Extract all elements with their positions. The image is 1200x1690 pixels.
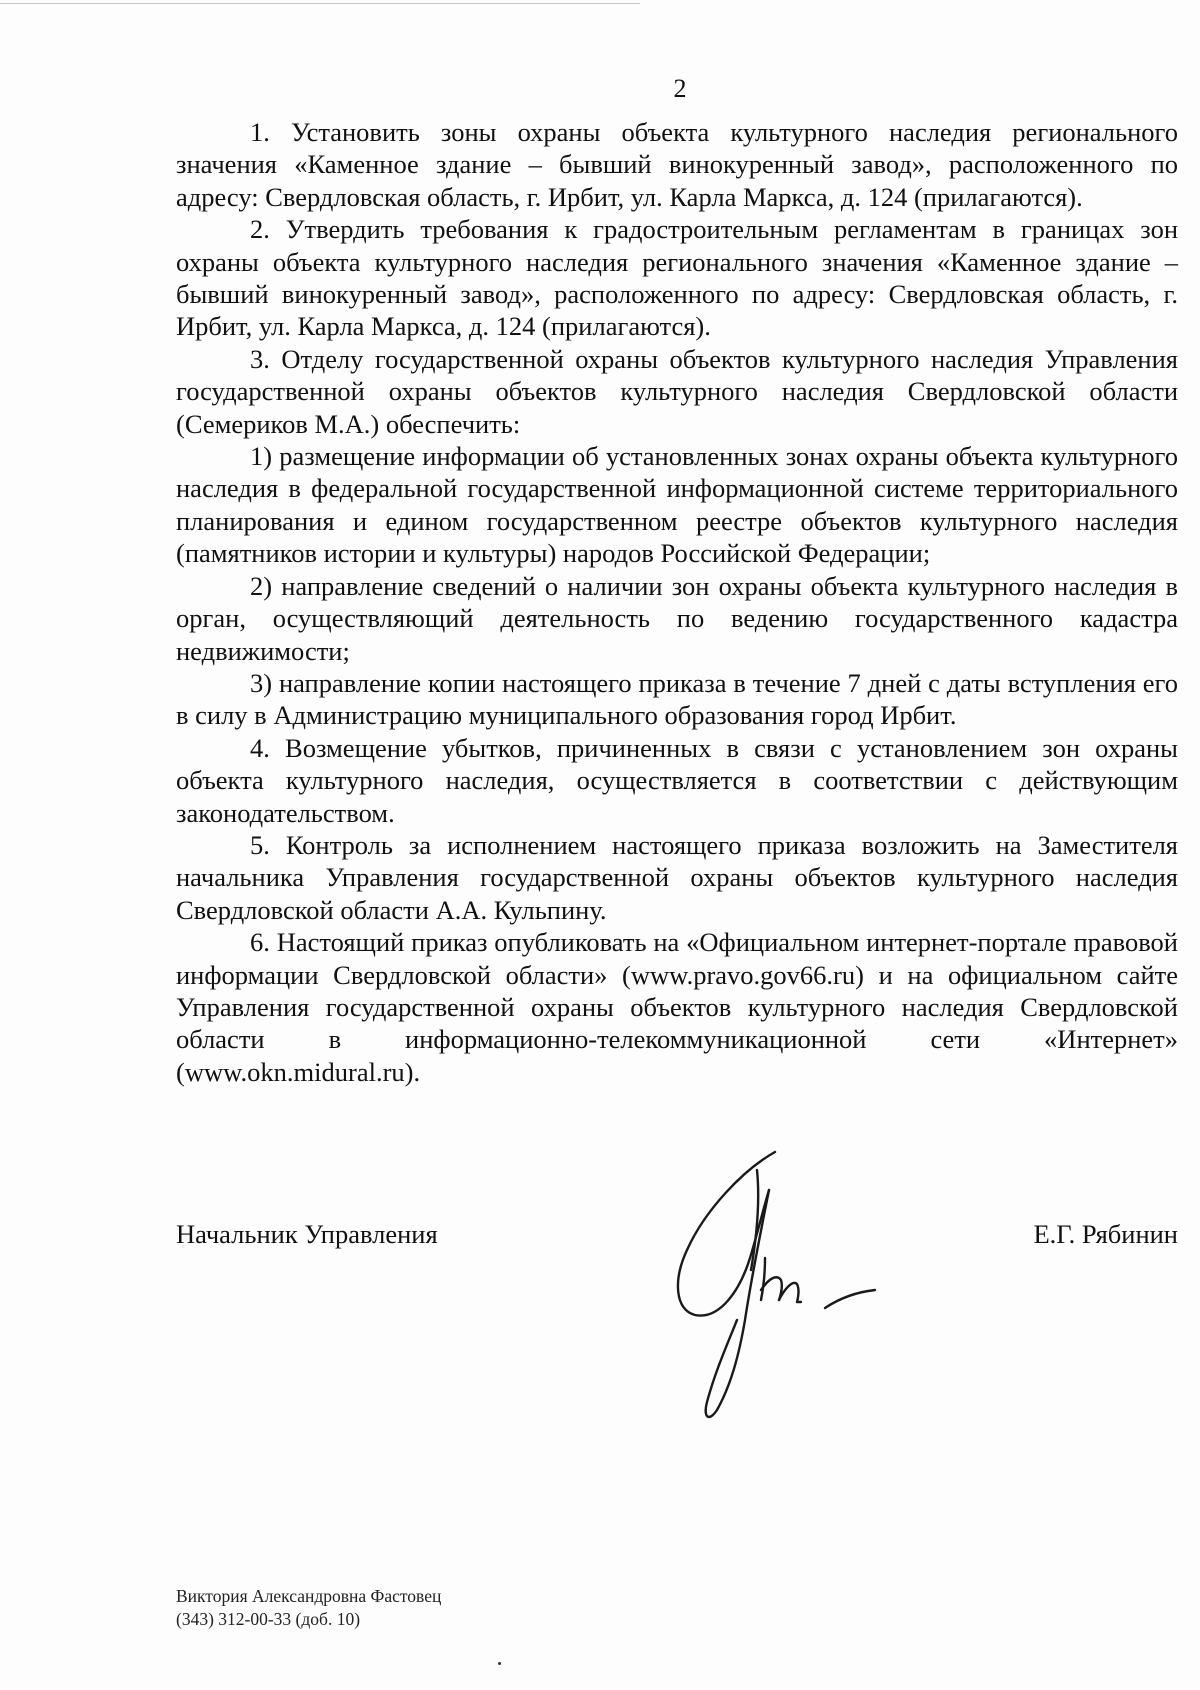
executor-name: Виктория Александровна Фастовец [176,1586,442,1606]
handwritten-signature [665,1140,895,1420]
signer-name: Е.Г. Рябинин [1033,1219,1178,1249]
signer-position: Начальник Управления [176,1219,438,1249]
order-body [176,116,1178,1088]
page-number: 2 [673,74,687,103]
paragraph-item-2: 2. Утвердить требования к градостроительным регламентам в границах зон охраны объекта культурного наследия регионального значения «Каменное здание – бывший винокуренный завод», расположенного по адресу: Свердловская область, г. Ирбит, ул. Карла Маркса, д. 124 (прилагаются). [176,214,1178,342]
paragraph-subitem-3-2: 2) направление сведений о наличии зон охраны объекта культурного наследия в орган, осуществляющий деятельность по ведению государственного кадастра недвижимости; [176,570,1178,666]
executor-block [176,1585,441,1631]
scan-edge-line [0,3,640,4]
executor-phone: (343) 312-00-33 (доб. 10) [176,1609,361,1629]
paragraph-item-3: 3. Отделу государственной охраны объектов культурного наследия Управления государственной охраны объектов культурного наследия Свердловской области (Семериков М.А.) обеспечить: [176,343,1178,439]
paragraph-item-5: 5. Контроль за исполнением настоящего приказа возложить на Заместителя начальника Управления государственной охраны объектов культурного наследия Свердловской области А.А. Кульпину. [176,829,1178,925]
paragraph-item-1: 1. Установить зоны охраны объекта культурного наследия регионального значения «Каменное здание – бывший винокуренный завод», расположенного по адресу: Свердловская область, г. Ирбит, ул. Карла Маркса, д. 124 (прилагаются). [176,117,1178,212]
paragraph-subitem-3-3: 3) направление копии настоящего приказа в течение 7 дней с даты вступления его в силу в Администрацию муниципального образования город Ирбит. [176,667,1178,731]
paragraph-item-6: 6. Настоящий приказ опубликовать на «Официальном интернет-портале правовой информации Свердловской области» (www.pravo.gov66.ru) и на официальном сайте Управления государственной охраны объектов культурного наследия Свердловской области в информационно-телекоммуникационной сети «Интернет» (www.okn.midural.ru). [176,927,1178,1087]
paragraph-item-4: 4. Возмещение убытков, причиненных в связи с установлением зон охраны объекта культурного наследия, осуществляется в соответствии с действующим законодательством. [176,732,1178,828]
scan-speck [498,1662,501,1665]
paragraph-subitem-3-1: 1) размещение информации об установленных зонах охраны объекта культурного наследия в федеральной государственной информационной системе территориального планирования и едином государственном реестре объектов культурного наследия (памятников истории и культуры) народов Российской Федерации; [176,441,1178,569]
